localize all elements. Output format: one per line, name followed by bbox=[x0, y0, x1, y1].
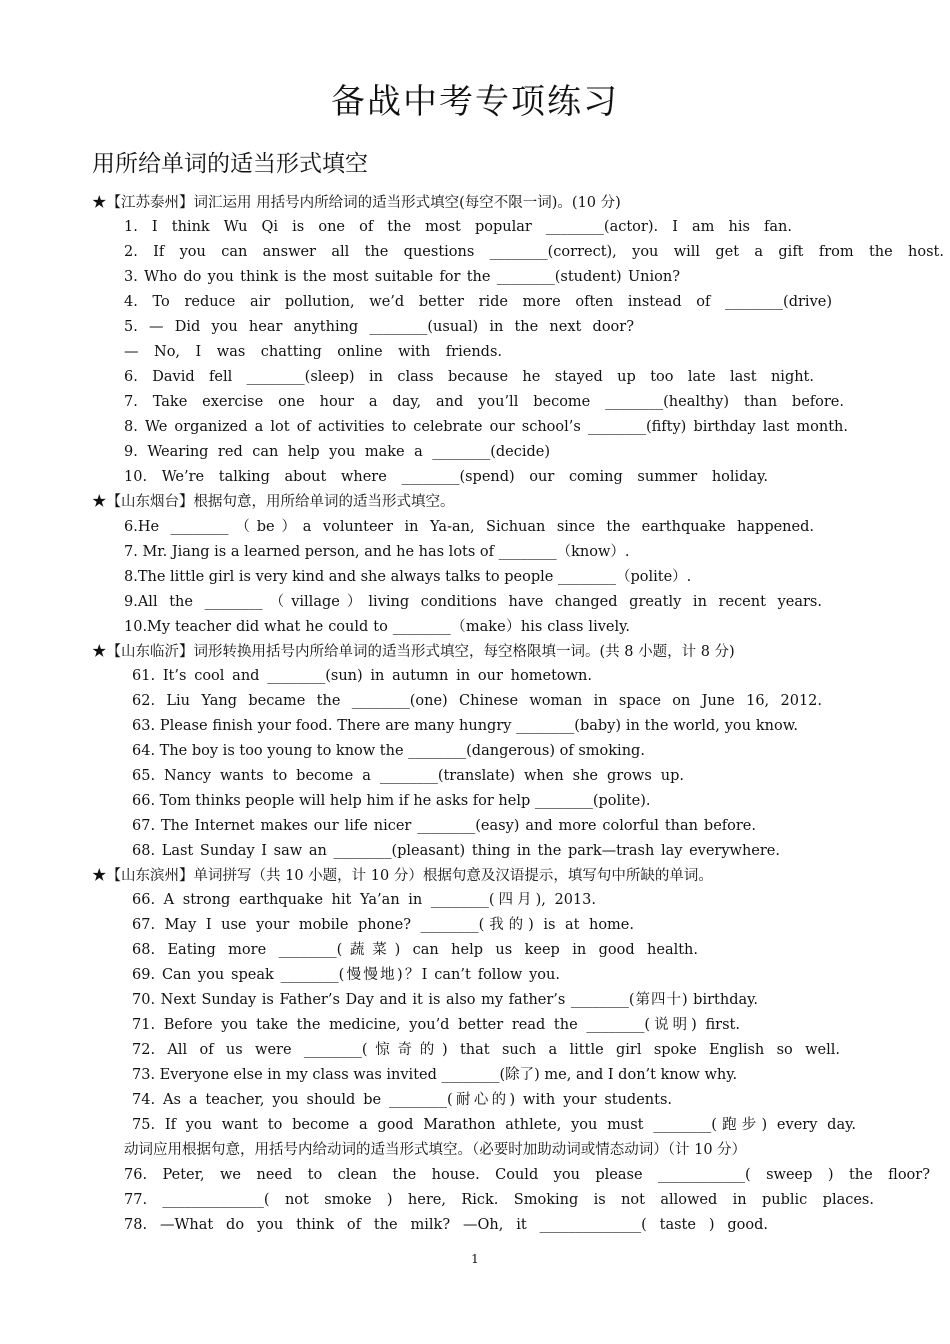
section-header-verbs: 动词应用根据句意，用括号内给动词的适当形式填空。（必要时加助动词或情态动词）（计 10 分） bbox=[124, 1142, 747, 1158]
exercise-line: 5. — Did you hear anything ________(usual) in the next door? bbox=[124, 319, 634, 335]
exercise-line: 75. If you want to become a good Marathon athlete, you must ________(跑步) every day. bbox=[132, 1117, 856, 1133]
exercise-line: 69. Can you speak ________(慢慢地)？I can’t follow you. bbox=[132, 967, 560, 983]
exercise-line: 67. May I use your mobile phone? ________(我的) is at home. bbox=[132, 917, 634, 933]
exercise-line: 7. Take exercise one hour a day, and you’ll become ________(healthy) than before. bbox=[124, 394, 844, 410]
exercise-line: 78. —What do you think of the milk? —Oh, it ______________( taste ) good. bbox=[124, 1217, 768, 1233]
exercise-line: 1. I think Wu Qi is one of the most popular ________(actor). I am his fan. bbox=[124, 219, 792, 235]
exercise-line: 61. It’s cool and ________(sun) in autumn in our hometown. bbox=[132, 668, 592, 684]
section-header-binzhou: ★【山东滨州】单词拼写（共 10 小题，计 10 分）根据句意及汉语提示，填写句中所缺的单词。 bbox=[92, 868, 713, 884]
exercise-line: 3. Who do you think is the most suitable for the ________(student) Union? bbox=[124, 269, 680, 285]
exercise-line: 9. Wearing red can help you make a ________(decide) bbox=[124, 444, 550, 460]
exercise-line: 77. ______________( not smoke ) here, Rick. Smoking is not allowed in public places. bbox=[124, 1192, 874, 1208]
exercise-line: 74. As a teacher, you should be ________(耐心的) with your students. bbox=[132, 1092, 672, 1108]
exercise-line: 66. A strong earthquake hit Ya’an in ________(四月), 2013. bbox=[132, 892, 596, 908]
exercise-line: 6.He ________（be）a volunteer in Ya-an, Sichuan since the earthquake happened. bbox=[124, 519, 814, 535]
exercise-line: 9.All the ________（village）living conditions have changed greatly in recent years. bbox=[124, 594, 822, 610]
exercise-line: 66. Tom thinks people will help him if he asks for help ________(polite). bbox=[132, 793, 651, 809]
exercise-line: 62. Liu Yang became the ________(one) Chinese woman in space on June 16, 2012. bbox=[132, 693, 822, 709]
exercise-line: 67. The Internet makes our life nicer ________(easy) and more colorful than before. bbox=[132, 818, 756, 834]
exercise-line: 6. David fell ________(sleep) in class because he stayed up too late last night. bbox=[124, 369, 814, 385]
exercise-line: 10. We’re talking about where ________(spend) our coming summer holiday. bbox=[124, 469, 768, 485]
page-number: 1 bbox=[471, 1252, 479, 1266]
section-subtitle: 用所给单词的适当形式填空 bbox=[92, 151, 368, 177]
exercise-line: 70. Next Sunday is Father’s Day and it is also my father’s ________(第四十) birthday. bbox=[132, 992, 758, 1008]
exercise-line: 10.My teacher did what he could to ________（make）his class lively. bbox=[124, 619, 630, 635]
exercise-line: 2. If you can answer all the questions ________(correct), you will get a gift from the host. bbox=[124, 244, 944, 260]
exercise-line: 72. All of us were ________(惊奇的) that such a little girl spoke English so well. bbox=[132, 1042, 840, 1058]
section-header-jiangsu: ★【江苏泰州】词汇运用 用括号内所给词的适当形式填空(每空不限一词)。(10 分) bbox=[92, 195, 621, 211]
exercise-line: 8.The little girl is very kind and she always talks to people ________（polite）. bbox=[124, 569, 692, 585]
exercise-line: 76. Peter, we need to clean the house. Could you please ____________( sweep ) the floor? bbox=[124, 1167, 930, 1183]
exercise-line: 7. Mr. Jiang is a learned person, and he has lots of ________（know）. bbox=[124, 544, 630, 560]
exercise-line: 71. Before you take the medicine, you’d better read the ________(说明) first. bbox=[132, 1017, 740, 1033]
section-header-yantai: ★【山东烟台】根据句意，用所给单词的适当形式填空。 bbox=[92, 494, 455, 510]
section-header-linyi: ★【山东临沂】词形转换用括号内所给单词的适当形式填空，每空格限填一词。(共 8 小题，计 8 分) bbox=[92, 644, 735, 660]
exercise-line: 64. The boy is too young to know the ________(dangerous) of smoking. bbox=[132, 743, 645, 759]
page-title: 备战中考专项练习 bbox=[331, 82, 619, 122]
exercise-line: — No, I was chatting online with friends. bbox=[124, 344, 502, 360]
exercise-line: 68. Eating more ________(蔬菜) can help us keep in good health. bbox=[132, 942, 698, 958]
exercise-line: 68. Last Sunday I saw an ________(pleasant) thing in the park—trash lay everywhere. bbox=[132, 843, 780, 859]
exercise-line: 63. Please finish your food. There are many hungry ________(baby) in the world, you know. bbox=[132, 718, 798, 734]
exercise-line: 65. Nancy wants to become a ________(translate) when she grows up. bbox=[132, 768, 684, 784]
exercise-line: 4. To reduce air pollution, we’d better ride more often instead of ________(drive) bbox=[124, 294, 832, 310]
exercise-line: 8. We organized a lot of activities to celebrate our school’s ________(fifty) birthday last month. bbox=[124, 419, 848, 435]
exercise-line: 73. Everyone else in my class was invited ________(除了) me, and I don’t know why. bbox=[132, 1067, 738, 1083]
